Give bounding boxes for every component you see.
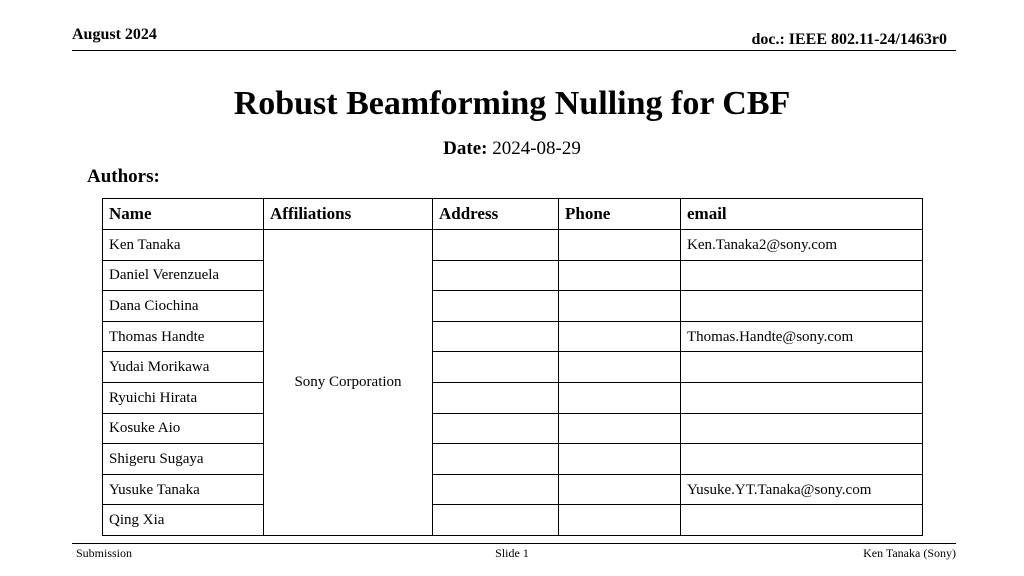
- author-email: Thomas.Handte@sony.com: [681, 321, 923, 352]
- author-affiliation: Sony Corporation: [264, 230, 433, 536]
- author-phone: [559, 474, 681, 505]
- authors-label: Authors:: [87, 166, 160, 187]
- slide-title: Robust Beamforming Nulling for CBF: [233, 85, 791, 122]
- author-name: Dana Ciochina: [103, 291, 264, 322]
- table-row: [103, 444, 923, 475]
- author-name: Shigeru Sugaya: [103, 444, 264, 475]
- author-phone: [559, 230, 681, 261]
- author-phone: [559, 260, 681, 291]
- author-name: Yusuke Tanaka: [103, 474, 264, 505]
- authors-table: [102, 198, 923, 536]
- author-address: [433, 444, 559, 475]
- date-label: Date:: [443, 138, 488, 159]
- author-address: [433, 291, 559, 322]
- author-phone: [559, 352, 681, 383]
- footer-slide-number: Slide 1: [495, 546, 529, 560]
- author-name: Yudai Morikawa: [103, 352, 264, 383]
- author-address: [433, 505, 559, 536]
- author-email: [681, 505, 923, 536]
- table-row: [103, 321, 923, 352]
- header-name: Name: [103, 199, 264, 230]
- author-name: Kosuke Aio: [103, 413, 264, 444]
- author-email: Yusuke.YT.Tanaka@sony.com: [681, 474, 923, 505]
- author-phone: [559, 291, 681, 322]
- header-email: email: [681, 199, 923, 230]
- table-row: [103, 291, 923, 322]
- author-phone: [559, 505, 681, 536]
- table-row: [103, 352, 923, 383]
- table-row: [103, 382, 923, 413]
- author-name: Ryuichi Hirata: [103, 382, 264, 413]
- author-phone: [559, 382, 681, 413]
- date-value: 2024-08-29: [492, 138, 581, 159]
- author-address: [433, 352, 559, 383]
- author-address: [433, 230, 559, 261]
- author-phone: [559, 321, 681, 352]
- author-name: Daniel Verenzuela: [103, 260, 264, 291]
- author-address: [433, 474, 559, 505]
- footer-divider: [72, 543, 956, 544]
- footer-author: Ken Tanaka (Sony): [863, 546, 956, 560]
- table-row: [103, 474, 923, 505]
- author-phone: [559, 413, 681, 444]
- author-name: Ken Tanaka: [103, 230, 264, 261]
- table-row: [103, 230, 923, 261]
- author-name: Thomas Handte: [103, 321, 264, 352]
- header-doc-id: doc.: IEEE 802.11-24/1463r0: [751, 31, 947, 48]
- author-email: [681, 382, 923, 413]
- author-email: [681, 352, 923, 383]
- author-name: Qing Xia: [103, 505, 264, 536]
- table-row: [103, 505, 923, 536]
- header-divider: [72, 50, 956, 51]
- header-phone: Phone: [559, 199, 681, 230]
- author-email: [681, 413, 923, 444]
- header-address: Address: [433, 199, 559, 230]
- author-address: [433, 382, 559, 413]
- table-header-row: [103, 199, 923, 230]
- table-row: [103, 413, 923, 444]
- author-email: [681, 260, 923, 291]
- slide-date: [0, 138, 1024, 160]
- author-email: [681, 444, 923, 475]
- author-address: [433, 321, 559, 352]
- author-address: [433, 260, 559, 291]
- table-row: [103, 260, 923, 291]
- author-address: [433, 413, 559, 444]
- footer-submission: Submission: [76, 546, 133, 560]
- author-email: Ken.Tanaka2@sony.com: [681, 230, 923, 261]
- author-phone: [559, 444, 681, 475]
- header-date: August 2024: [72, 26, 157, 43]
- author-email: [681, 291, 923, 322]
- header-affiliations: Affiliations: [264, 199, 433, 230]
